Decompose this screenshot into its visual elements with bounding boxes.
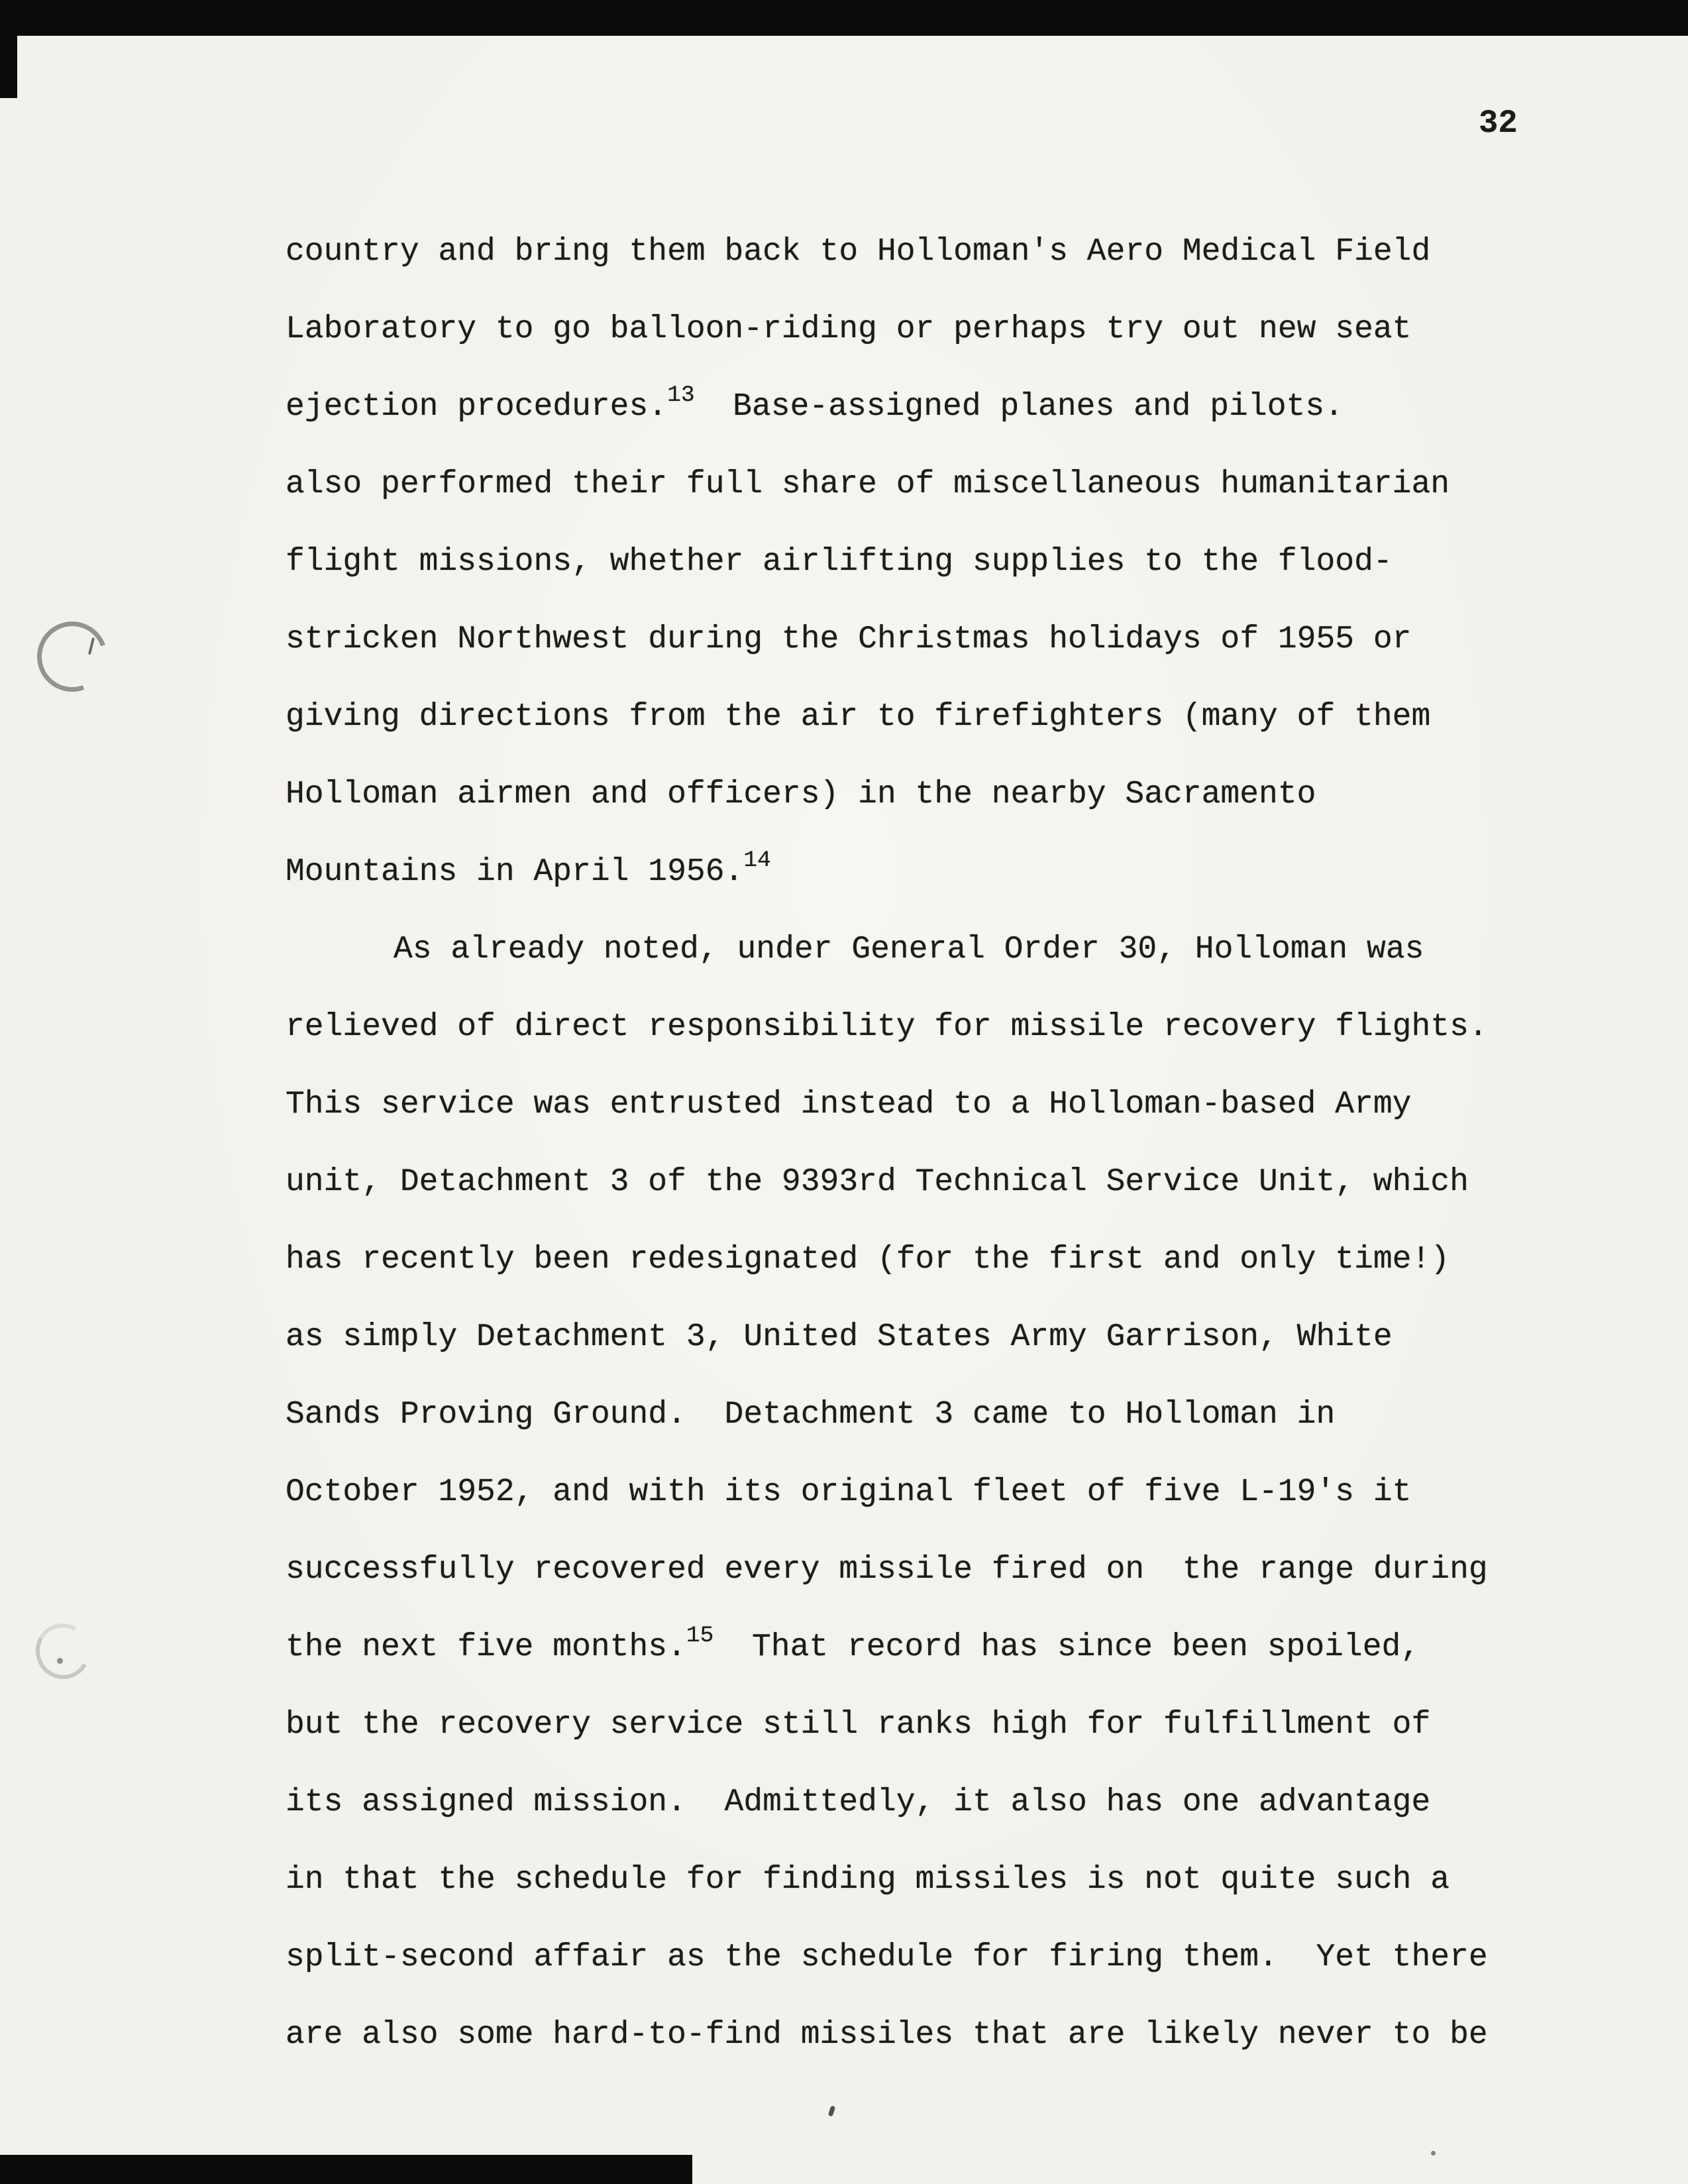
text-segment: unit, Detachment 3 of the 9393rd Technical Service Unit, which	[286, 1164, 1469, 1200]
punch-hole-ring-artifact	[30, 1617, 97, 1685]
text-segment: Mountains in April 1956.	[286, 854, 744, 890]
page-number: 32	[1479, 105, 1518, 142]
document-line	[286, 291, 1571, 368]
text-segment: Laboratory to go balloon-riding or perhaps try out new seat	[286, 311, 1412, 347]
text-segment: Base-assigned planes and pilots.	[694, 389, 1344, 425]
text-segment: but the recovery service still ranks high for fulfillment of	[286, 1707, 1431, 1743]
text-segment: are also some hard-to-find missiles that are likely never to be	[286, 2017, 1488, 2053]
text-segment: successfully recovered every missile fired on the range during	[286, 1552, 1488, 1588]
document-line	[286, 1454, 1571, 1531]
document-line	[286, 1764, 1571, 1841]
stray-ink-mark	[828, 2105, 836, 2116]
scan-edge-bar-top-left	[0, 0, 17, 98]
document-line	[286, 213, 1571, 291]
text-segment: also performed their full share of miscellaneous humanitarian	[286, 466, 1450, 502]
document-line	[286, 601, 1571, 679]
text-segment: as simply Detachment 3, United States Army Garrison, White	[286, 1319, 1393, 1355]
text-segment: October 1952, and with its original fleet of five L-19's it	[286, 1474, 1412, 1510]
text-segment: Holloman airmen and officers) in the nearby Sacramento	[286, 777, 1316, 812]
document-lines	[286, 213, 1571, 2074]
document-line	[286, 1609, 1571, 1686]
document-line	[286, 989, 1571, 1066]
document-line	[286, 446, 1571, 523]
text-segment: has recently been redesignated (for the first and only time!)	[286, 1242, 1450, 1278]
document-line	[286, 1686, 1571, 1764]
text-segment: As already noted, under General Order 30, Holloman was	[394, 932, 1424, 967]
document-line	[286, 1221, 1571, 1299]
document-line	[286, 368, 1571, 446]
scan-smudge-mark	[57, 1658, 63, 1664]
text-segment: flight missions, whether airlifting supplies to the flood-	[286, 544, 1393, 580]
text-segment: in that the schedule for finding missiles is not quite such a	[286, 1862, 1450, 1898]
document-line	[286, 1841, 1571, 1919]
punch-hole-ring-artifact	[26, 610, 119, 704]
text-segment: Sands Proving Ground. Detachment 3 came to Holloman in	[286, 1397, 1336, 1433]
text-segment: its assigned mission. Admittedly, it also has one advantage	[286, 1784, 1431, 1820]
text-segment: split-second affair as the schedule for firing them. Yet there	[286, 1939, 1488, 1975]
document-line	[286, 834, 1571, 911]
text-segment: relieved of direct responsibility for missile recovery flights.	[286, 1009, 1488, 1045]
document-line	[286, 756, 1571, 834]
document-line	[286, 679, 1571, 756]
scan-edge-bar-top	[0, 0, 1688, 36]
stray-ink-mark	[1431, 2151, 1436, 2156]
document-line	[286, 523, 1571, 601]
document-line	[286, 1919, 1571, 1996]
document-line	[286, 1996, 1571, 2074]
document-line	[286, 1531, 1571, 1609]
footnote-marker: 15	[686, 1622, 714, 1649]
document-line	[286, 1299, 1571, 1376]
document-line	[286, 1376, 1571, 1454]
text-segment: the next five months.	[286, 1629, 686, 1665]
text-segment: giving directions from the air to firefighters (many of them	[286, 699, 1431, 735]
document-line	[286, 911, 1571, 989]
text-segment: This service was entrusted instead to a Holloman-based Army	[286, 1087, 1412, 1122]
text-segment: stricken Northwest during the Christmas holidays of 1955 or	[286, 622, 1412, 657]
text-segment: country and bring them back to Holloman's Aero Medical Field	[286, 234, 1431, 270]
footnote-marker: 13	[667, 382, 695, 408]
document-line	[286, 1066, 1571, 1144]
document-line	[286, 1144, 1571, 1221]
scan-edge-bar-bottom	[0, 2155, 692, 2184]
text-segment: ejection procedures.	[286, 389, 668, 425]
text-segment: That record has since been spoiled,	[713, 1629, 1420, 1665]
footnote-marker: 14	[743, 847, 771, 873]
